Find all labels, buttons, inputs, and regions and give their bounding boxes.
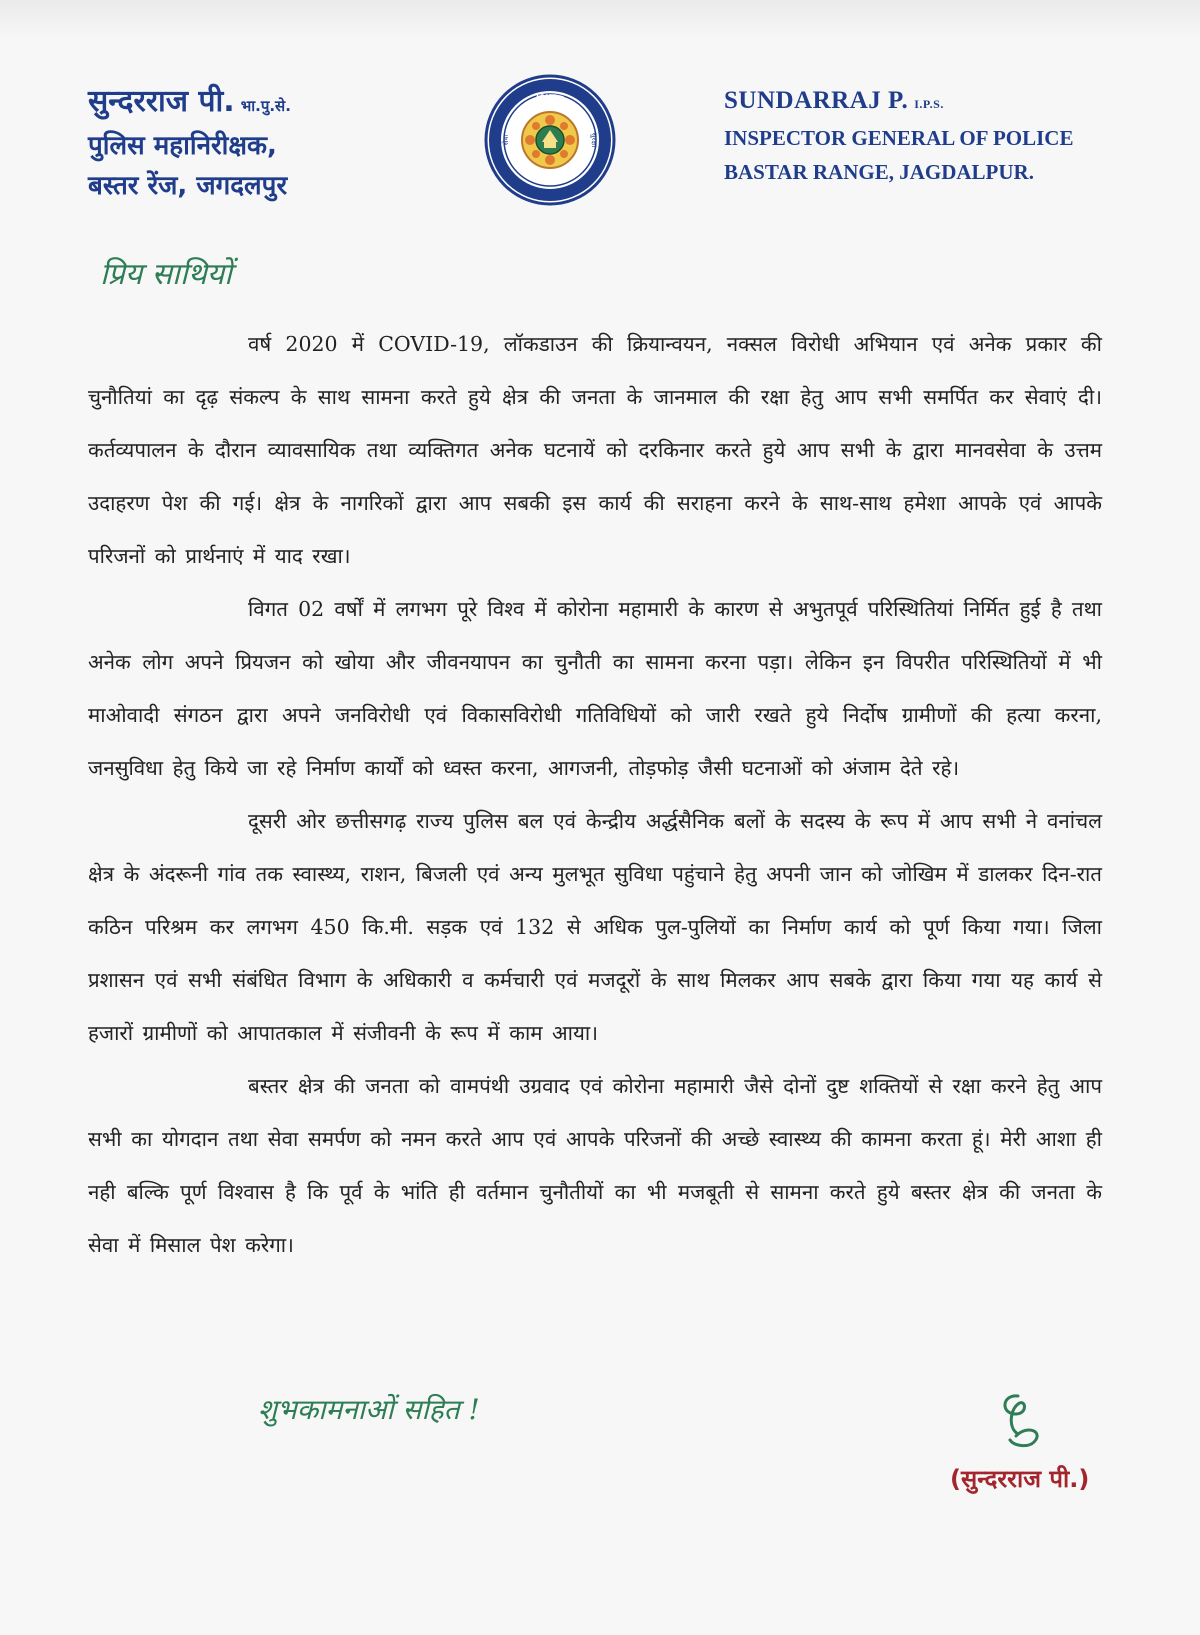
signer-name: (सुन्दरराज पी.) (950, 1465, 1090, 1493)
paragraph: दूसरी ओर छत्तीसगढ़ राज्य पुलिस बल एवं केन्द्रीय अर्द्धसैनिक बलों के सदस्य के रूप में आप सभी ने वनांचल क्षेत्र के अंदरूनी गांव तक स्वास्थ्य, राशन, बिजली एवं अन्य मुलभूत सुविधा पहुंचाने हेतु अपनी जान को जोखिम में डालकर दिन-रात कठिन परिश्रम कर लगभग 450 कि.मी. सड़क एवं 132 से अधिक पुल-पुलियों का निर्माण कार्य को पूर्ण किया गया। जिला प्रशासन एवं सभी संबंधित विभाग के अधिकारी व कर्मचारी एवं मजदूरों के साथ मिलकर आप सबके द्वारा किया गया यह कार्य से हजारों ग्रामीणों को आपातकाल में संजीवनी के रूप में काम आया। (88, 809, 1102, 1045)
designation-hindi: पुलिस महानिरीक्षक, (88, 131, 277, 161)
emblem-left-text: सेवा (502, 134, 510, 146)
letterhead-english (724, 84, 1073, 189)
sender-suffix-hindi: भा.पु.से. (240, 97, 291, 115)
salutation: प्रिय साथियों (100, 257, 232, 292)
letterhead-hindi (88, 82, 291, 206)
emblem-top-text: विश्वास (536, 92, 564, 105)
sender-name-english: SUNDARRAJ P. I.P.S. (724, 87, 944, 114)
designation-english: INSPECTOR GENERAL OF POLICE (724, 126, 1074, 150)
emblem-right-text: सुरक्षा (590, 132, 598, 148)
signature-icon (988, 1388, 1058, 1452)
range-english: BASTAR RANGE, JAGDALPUR. (724, 160, 1034, 184)
paragraph: बस्तर क्षेत्र की जनता को वामपंथी उग्रवाद एवं कोरोना महामारी जैसे दोनों दुष्ट शक्तियों से रक्षा करने हेतु आप सभी का योगदान तथा सेवा समर्पण को नमन करते आप एवं आपके परिजनों की अच्छे स्वास्थ्य की कामना करता हूं। मेरी आशा ही नही बल्कि पूर्ण विश्वास है कि पूर्व के भांति ही वर्तमान चुनौतीयों का भी मजबूती से सामना करते हुये बस्तर क्षेत्र की जनता के सेवा में मिसाल पेश करेगा। (88, 1074, 1102, 1257)
emblem-bottom-text: बस्तर पुलिस (529, 170, 571, 186)
paragraph: वर्ष 2020 में COVID-19, लॉकडाउन की क्रियान्वयन, नक्सल विरोधी अभियान एवं अनेक प्रकार की चुनौतियां का दृढ़ संकल्प के साथ सामना करते हुये क्षेत्र की जनता के जानमाल की रक्षा हेतु आप सभी समर्पित कर सेवाएं दी। कर्तव्यपालन के दौरान व्यावसायिक तथा व्यक्तिगत अनेक घटनायें को दरकिनार करते हुये आप सभी के द्वारा मानवसेवा के उत्तम उदाहरण पेश की गई। क्षेत्र के नागरिकों द्वारा आप सबकी इस कार्य की सराहना करने के साथ-साथ हमेशा आपके एवं आपके परिजनों को प्रार्थनाएं में याद रखा। (88, 332, 1102, 568)
range-hindi: बस्तर रेंज, जगदलपुर (88, 171, 288, 201)
letter-body (88, 318, 1102, 1272)
closing-greeting: शुभकामनाओं सहित ! (258, 1393, 480, 1426)
police-emblem-icon (482, 72, 618, 208)
paragraph: विगत 02 वर्षों में लगभग पूरे विश्व में कोरोना महामारी के कारण से अभुतपूर्व परिस्थितियां निर्मित हुई है तथा अनेक लोग अपने प्रियजन को खोया और जीवनयापन का चुनौती का सामना करना पड़ा। लेकिन इन विपरीत परिस्थितियों में भी माओवादी संगठन द्वारा अपने जनविरोधी एवं विकासविरोधी गतिविधियों को जारी रखते हुये निर्दोष ग्रामीणों की हत्या करना, जनसुविधा हेतु किये जा रहे निर्माण कार्यों को ध्वस्त करना, आगजनी, तोड़फोड़ जैसी घटनाओं को अंजाम देते रहे। (88, 597, 1102, 780)
sender-suffix-english: I.P.S. (914, 97, 944, 111)
sender-name-hindi: सुन्दरराज पी. भा.पु.से. (88, 84, 291, 119)
